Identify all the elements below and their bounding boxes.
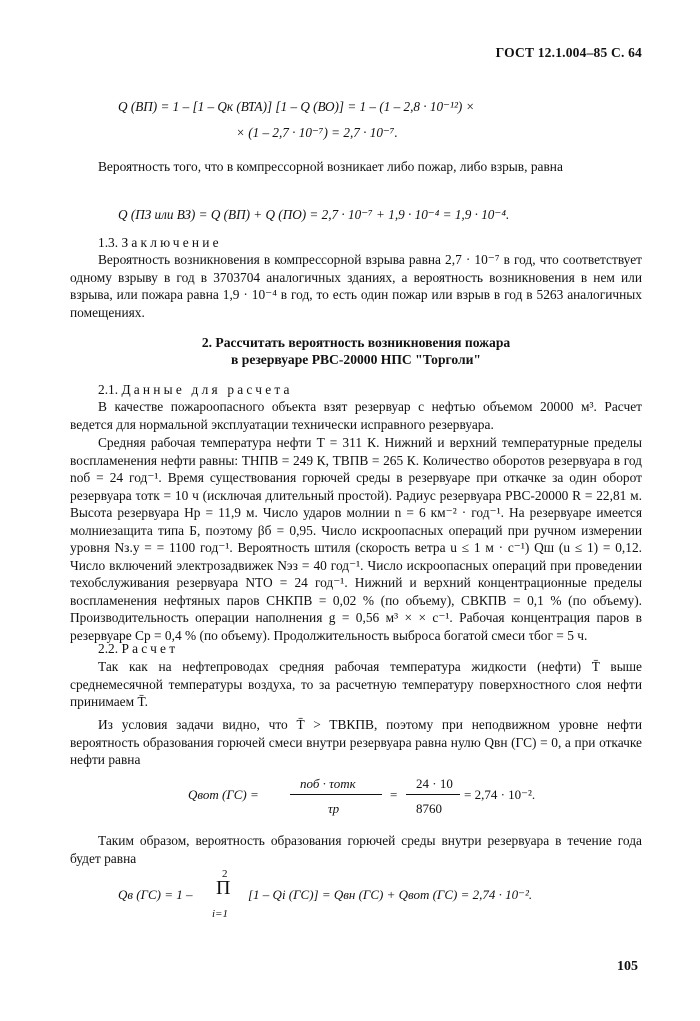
section-2-1-heading [98, 381, 638, 399]
section-1-3-title: Заключение [121, 235, 222, 250]
page-header: ГОСТ 12.1.004–85 С. 64 [495, 45, 642, 60]
section-2-1-para2: Средняя рабочая температура нефти T = 311 К. Нижний и верхний температурные пределы воспламенения нефти равны: TНПВ = 249 К, TВПВ = 265 К. Количество оборотов резервуара в год nоб = 24 год⁻¹. Время существования горючей среды в резервуаре при откачке за один оборот резервуара τотк = 10 ч (исключая длительный простой). Радиус резервуара РВС-20000 R = 22,81 м. Высота резервуара Hр = 11,9 м. Число ударов молнии n = 6 км⁻² · год⁻¹. На резервуаре имеется молниезащита типа Б, поэтому βб = 0,95. Число искроопасных операций при ручном измерении уровня Nз.у = = 1100 год⁻¹. Вероятность штиля (скорость ветра u ≤ 1 м · с⁻¹) Qш (u ≤ 1) = 0,12. Число включений электрозадвижек Nэз = 40 год⁻¹. Число искроопасных операций при проведении техобслуживания резервуара NТО = 24 год⁻¹. Нижний и верхний концентрационные пределы воспламенения нефтяных паров CНКПВ = 0,02 % (по объему), CВКПВ = 0,1 % (по объему). Производительность операции наполнения g = 0,56 м³ × × с⁻¹. Рабочая концентрация паров в резервуаре Cр = 0,4 % (по объему). Продолжительность выброса богатой смеси τбог = 5 ч. [70, 435, 642, 643]
formula-qv-prod-top: 2 [222, 868, 228, 880]
section-2-2-heading [98, 640, 638, 658]
formula-qot-num-value: 24 · 10 [416, 776, 453, 791]
section-1-3-text: Вероятность возникновения в компрессорной взрыва равна 2,7 · 10⁻⁷ в год, что соответствует одному взрыву в год в 3703704 аналогичных зданиях, а вероятность возникновения в нем или взрыва, или пожара равна 1,9 · 10⁻⁴ в год, то есть один пожар или взрыв в год в 5263 аналогичных помещениях. [70, 252, 642, 320]
fraction-bar [406, 794, 460, 795]
paragraph-probability: Вероятность того, что в компрессорной возникает либо пожар, либо взрыв, равна [98, 159, 563, 174]
formula-qvp-line1: Q (ВП) = 1 – [1 – Qк (ВТА)] [1 – Q (ВО)] = 1 – (1 – 2,8 · 10⁻¹²) × [118, 99, 475, 114]
formula-qvp-line2: × (1 – 2,7 · 10⁻⁷) = 2,7 · 10⁻⁷. [236, 125, 398, 140]
formula-qot-den-value: 8760 [416, 801, 442, 816]
section-2-1-title: Данные для расчета [121, 382, 293, 397]
section-2-2-para3: Таким образом, вероятность образования горючей среды внутри резервуара в течение года будет равна [70, 833, 642, 866]
section-2-title-line2: в резервуаре РВС-20000 НПС "Торголи" [231, 352, 481, 367]
formula-qv-prod-bottom: i=1 [212, 908, 228, 920]
formula-qot-result: = 2,74 · 10⁻². [464, 787, 536, 802]
formula-qv-rhs: [1 – Qi (ГС)] = Qвн (ГС) + Qвот (ГС) = 2,74 · 10⁻². [248, 887, 533, 902]
formula-pz-vz: Q (ПЗ или ВЗ) = Q (ВП) + Q (ПО) = 2,7 · 10⁻⁷ + 1,9 · 10⁻⁴ = 1,9 · 10⁻⁴. [118, 207, 510, 222]
page-number: 105 [617, 959, 638, 974]
section-2-1-para1: В качестве пожароопасного объекта взят резервуар с нефтью объемом 20000 м³. Расчет ведется для нормальной эксплуатации технически исправного резервуара. [70, 399, 642, 432]
formula-qot-num-symbolic: nоб · τотк [300, 776, 356, 791]
formula-qot-lhs: Qвот (ГС) = [188, 787, 259, 802]
formula-qot-equals: = [390, 787, 398, 802]
formula-qot-den-symbolic: τр [328, 801, 340, 816]
fraction-bar [290, 794, 382, 795]
section-2-2-title: Расчет [121, 641, 179, 656]
section-1-3-heading [98, 234, 638, 252]
section-2-2-number: 2.2. [98, 641, 119, 656]
section-1-3-number: 1.3. [98, 235, 119, 250]
section-2-title-line1: 2. Рассчитать вероятность возникновения пожара [201, 335, 511, 350]
section-2-2-para2: Из условия задачи видно, что T̄ > TВКПВ, поэтому при неподвижном уровне нефти вероятность образования горючей смеси внутри резервуара равна нулю Qвн (ГС) = 0, а при откачке нефти равна [70, 717, 642, 767]
product-symbol: Π [216, 877, 231, 899]
section-2-2-para1: Так как на нефтепроводах средняя рабочая температура жидкости (нефти) T̄ выше среднемесячной температуры воздуха, то за расчетную температуру поверхностного слоя нефти принимаем T̄. [70, 659, 642, 709]
formula-qv-lhs: Qв (ГС) = 1 – [118, 887, 193, 902]
section-2-1-number: 2.1. [98, 382, 119, 397]
